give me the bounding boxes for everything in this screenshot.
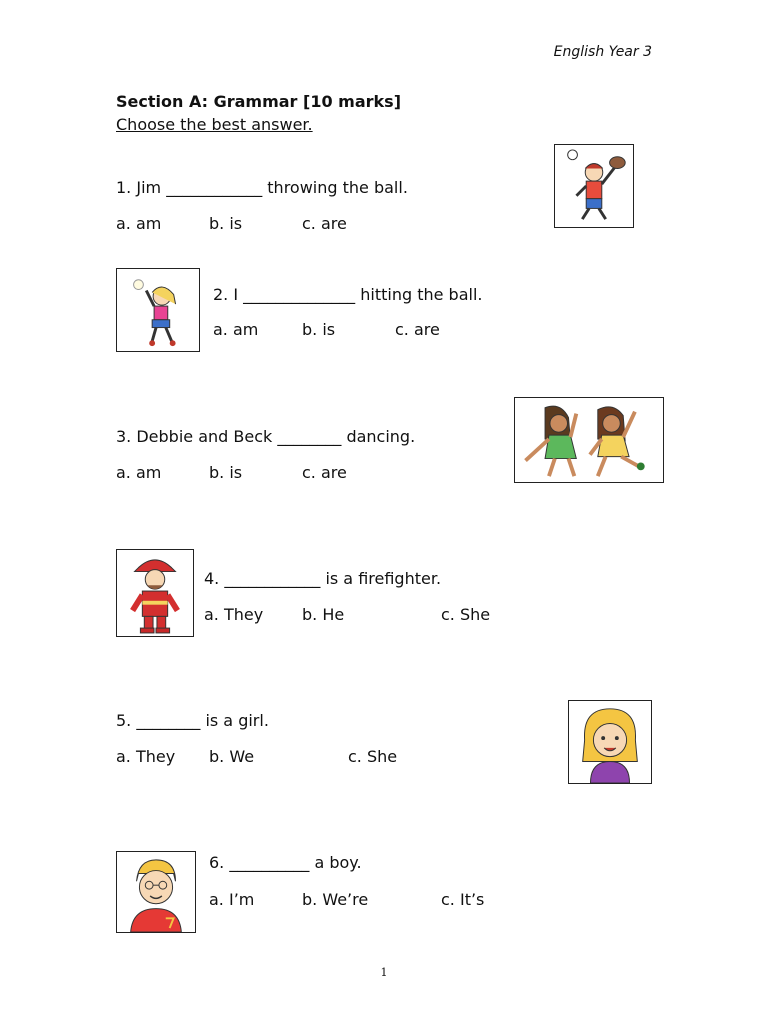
question-6-option-c: c. It’s: [441, 890, 485, 909]
question-2-option-c: c. are: [395, 320, 440, 339]
question-5-option-c: c. She: [348, 747, 398, 766]
question-2-option-b: b. is: [302, 320, 336, 339]
question-6-option-a: a. I’m: [209, 890, 255, 909]
question-2-option-a: a. am: [213, 320, 259, 339]
question-1-option-a: a. am: [116, 214, 162, 233]
girl-hitting-ball-icon: [116, 268, 200, 352]
question-3-option-b: b. is: [209, 463, 243, 482]
question-6-stem: 6. __________ a boy.: [209, 853, 362, 872]
question-4-option-c: c. She: [441, 605, 491, 624]
firefighter-icon: [116, 549, 194, 637]
girl-portrait-icon: [568, 700, 652, 784]
boy-throwing-ball-icon: [554, 144, 634, 228]
question-6-option-b: b. We’re: [302, 890, 369, 909]
question-3-option-c: c. are: [302, 463, 347, 482]
section-title: Section A: Grammar [10 marks]: [116, 92, 401, 111]
question-1-option-c: c. are: [302, 214, 347, 233]
question-3-option-a: a. am: [116, 463, 162, 482]
question-4-option-a: a. They: [204, 605, 264, 624]
question-5-stem: 5. ________ is a girl.: [116, 711, 269, 730]
page-number: 1: [380, 966, 388, 979]
document-header: English Year 3: [553, 44, 652, 60]
question-4-option-b: b. He: [302, 605, 345, 624]
question-5-option-b: b. We: [209, 747, 255, 766]
section-instruction: Choose the best answer.: [116, 115, 313, 134]
question-1-stem: 1. Jim ____________ throwing the ball.: [116, 178, 408, 197]
question-5-option-a: a. They: [116, 747, 176, 766]
question-2-stem: 2. I ______________ hitting the ball.: [213, 285, 483, 304]
girls-dancing-icon: [514, 397, 664, 483]
question-1-option-b: b. is: [209, 214, 243, 233]
question-3-stem: 3. Debbie and Beck ________ dancing.: [116, 427, 416, 446]
boy-portrait-icon: [116, 851, 196, 933]
question-4-stem: 4. ____________ is a firefighter.: [204, 569, 442, 588]
